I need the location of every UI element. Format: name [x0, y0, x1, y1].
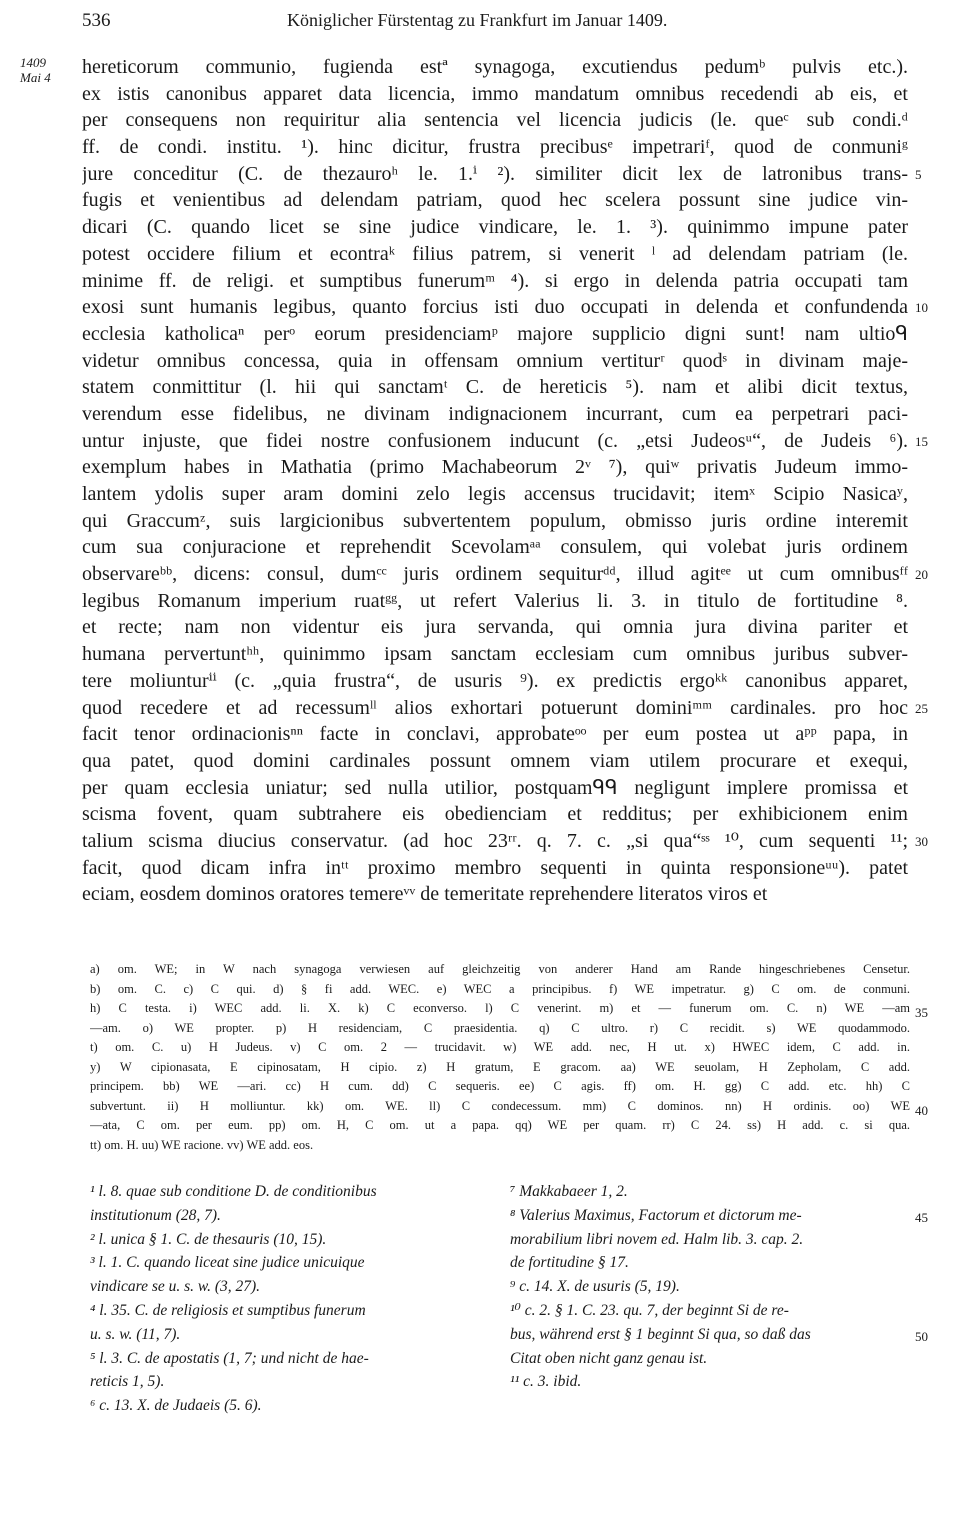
footnote-line: ⁵ l. 3. C. de apostatis (1, 7; und nicht de hae-	[90, 1349, 369, 1367]
footnote-line: vindicare se u. s. w. (3, 27).	[90, 1278, 261, 1296]
line-number: 40	[915, 1102, 928, 1118]
text-line: ff. de condi. institu. ¹). hinc dicitur, frustra precibusᵉ impetrariᶠ, quod de conmuniᵍ	[82, 136, 908, 159]
running-title: Königlicher Fürstentag zu Frankfurt im Januar 1409.	[287, 10, 668, 30]
text-line: potest occidere filium et econtraᵏ filius patrem, si venerit ˡ ad delendam patriam (le.	[82, 242, 908, 265]
footnote-line: ² l. unica § 1. C. de thesauris (10, 15).	[90, 1230, 327, 1248]
footnote-line: u. s. w. (11, 7).	[90, 1325, 181, 1343]
text-line: tere moliunturⁱⁱ (c. „quia frustra“, de usuris ⁹). ex predictis ergoᵏᵏ canonibus apparet,	[82, 669, 908, 692]
line-number: 10	[915, 300, 928, 316]
apparatus-line: h) C testa. i) WEC add. li. X. k) C econverso. l) C venerint. m) et — funerum om. C. n) WE —am	[90, 1001, 910, 1015]
footnote-line: morabilium libri novem ed. Halm lib. 3. cap. 2.	[510, 1230, 804, 1248]
critical-apparatus	[90, 960, 910, 1155]
line-number: 50	[915, 1328, 928, 1344]
footnote-line: ¹⁰ c. 2. § 1. C. 23. qu. 7, der beginnt Si de re-	[510, 1301, 789, 1319]
text-line: untur injuste, que fidei nostre confusionem inducunt (c. „etsi Judeosᵘ“, de Judeis ⁶).	[82, 429, 908, 452]
footnote-line: ⁹ c. 14. X. de usuris (5, 19).	[510, 1278, 680, 1296]
footnotes-left-column	[90, 1180, 485, 1418]
text-line: videtur omnibus concessa, quia in offensam omnium vertiturʳ quodˢ in divinam maje-	[82, 349, 908, 372]
footnote-line: ⁴ l. 35. C. de religiosis et sumptibus funerum	[90, 1301, 366, 1319]
text-line: hereticorum communio, fugienda estª synagoga, excutiendus pedumᵇ pulvis etc.).	[82, 56, 908, 78]
text-line: per consequens non requiritur alia sentencia vel licencia judicis (le. queᶜ sub condi.ᵈ	[82, 109, 908, 132]
text-line: quod recedere et ad recessumˡˡ alios exhortari potuerunt dominiᵐᵐ cardinales. pro hoc	[82, 696, 908, 719]
text-line: dicari (C. quando licet se sine judice vindicare, le. 1. ³). quinimmo impune pater	[82, 216, 908, 239]
text-line: minime ff. de religi. et sumptibus funerumᵐ ⁴). si ergo in delenda patria occupati tam	[82, 269, 908, 292]
margin-year: 1409	[20, 55, 46, 70]
text-line: humana pervertuntʰʰ, quinimmo ipsam sanctam ecclesiam cum omnibus juribus subver-	[82, 643, 908, 666]
apparatus-line: a) om. WE; in W nach synagoga verwiesen auf gleichzeitig von anderer Hand am Rande hingeschriebenes Censetur.	[90, 962, 910, 976]
text-line: cum sua conjuracione et reprehendit Scevolamᵃᵃ consulem, qui volebat juris ordinem	[82, 536, 908, 559]
footnote-line: institutionum (28, 7).	[90, 1206, 221, 1224]
text-line: eciam, eosdem dominos oratores temereᵛᵛ de temeritate reprehendere literatos viros et	[82, 883, 768, 906]
text-line: facit, quod dicam infra inᵗᵗ proximo membro sequenti in quinta responsioneᵘᵘ). patet	[82, 856, 908, 879]
text-line: ex istis canonibus apparet data licencia, immo mandatum omnibus recedendi ab eis, et	[82, 82, 908, 105]
text-line: per quam ecclesia uniatur; sed nulla utilior, postquamᑫᑫ negligunt implere promissa et	[82, 776, 908, 799]
apparatus-line: —ata, C om. per eum. pp) om. H, C om. ut a papa. qq) WE per quam. rr) C 24. ss) H add. c. si qua.	[90, 1118, 910, 1132]
footnote-line: de fortitudine § 17.	[510, 1254, 629, 1272]
text-line: lantem ydolis super aram domini zelo legis accensus trucidavit; itemˣ Scipio Nasicaʸ,	[82, 483, 908, 505]
line-number: 5	[915, 166, 922, 182]
footnote-line: ⁷ Makkabaeer 1, 2.	[510, 1183, 628, 1200]
line-number: 35	[915, 1005, 928, 1020]
apparatus-line: y) W cipionasata, E cipinosatam, H cipio. z) H gratum, E gracom. aa) WE seuolam, H Zepholam, C add.	[90, 1059, 910, 1074]
margin-date-note	[20, 55, 51, 85]
footnote-line: reticis 1, 5).	[90, 1373, 165, 1391]
text-line: fugis et venientibus ad delendam patriam, quod hec scelera possunt sine judice vin-	[82, 189, 908, 212]
text-line: facit tenor ordinacionisⁿⁿ facte in conclavi, approbateᵒᵒ per eum postea ut aᵖᵖ papa, in	[82, 723, 908, 746]
footnote-line: bus, während erst § 1 beginnt Si qua, so daß das	[510, 1325, 811, 1343]
apparatus-line: subvertunt. ii) H molliuntur. kk) om. WE. ll) C condecessum. mm) C dominos. nn) H ordinis. oo) WE	[90, 1098, 910, 1113]
main-text	[82, 54, 908, 908]
page-header	[82, 10, 900, 40]
margin-day: Mai 4	[20, 70, 51, 85]
footnote-line: ¹¹ c. 3. ibid.	[510, 1373, 582, 1391]
text-line: et recte; nam non videntur eis jura servanda, qui omnia jura divina pariter et	[82, 616, 908, 639]
apparatus-line: principem. bb) WE —ari. cc) H cum. dd) C sequeris. ee) C agis. ff) om. H. gg) C add. etc. hh) C	[90, 1079, 910, 1093]
line-number: 30	[915, 834, 928, 850]
text-line: qui Graccumᶻ, suis largicionibus subvertentem populum, obmisso juris ordine interemit	[82, 509, 908, 532]
apparatus-line: t) om. C. u) H Judeus. v) C om. 2 — trucidavit. w) WE add. nec, H ut. x) HWEC idem, C add. in.	[90, 1040, 910, 1054]
footnote-line: ¹ l. 8. quae sub conditione D. de conditionibus	[90, 1183, 377, 1200]
footnote-line: ⁸ Valerius Maximus, Factorum et dictorum me-	[510, 1206, 802, 1224]
text-line: scisma fovent, quam subtrahere eis obedienciam et redditus; per exhibicionem enim	[82, 803, 908, 826]
footnote-line: ³ l. 1. C. quando liceat sine judice unicuique	[90, 1254, 365, 1272]
apparatus-line: —am. o) WE propter. p) H residenciam, C praesidentia. q) C ultro. r) C recidit. s) WE quodammodo.	[90, 1020, 910, 1035]
text-line: exosi sunt humanis legibus, quanto forcius isti duo occupati in delenda et confundenda	[82, 296, 908, 319]
page-number: 536	[82, 10, 111, 31]
text-line: statem conmittitur (l. hii qui sanctamᵗ C. de hereticis ⁵). nam et alibi dicit textus,	[82, 376, 908, 399]
line-number: 25	[915, 700, 928, 716]
footnote-line: ⁶ c. 13. X. de Judaeis (5. 6).	[90, 1397, 262, 1415]
text-line: observareᵇᵇ, dicens: consul, dumᶜᶜ juris ordinem sequiturᵈᵈ, illud agitᵉᵉ ut cum omnibusᶠᶠ	[82, 563, 908, 586]
footnotes-right-column	[510, 1180, 905, 1394]
line-number: 45	[915, 1209, 928, 1225]
text-line: exemplum habes in Mathatia (primo Machabeorum 2ᵛ ⁷), quiʷ privatis Judeum immo-	[82, 456, 908, 479]
text-line: legibus Romanum imperium ruatᵍᵍ, ut refert Valerius li. 3. in titulo de fortitudine ⁸.	[82, 589, 908, 612]
apparatus-line: tt) om. H. uu) WE racione. vv) WE add. eos.	[90, 1137, 314, 1152]
footnote-line: Citat oben nicht ganz genau ist.	[510, 1349, 708, 1367]
text-line: verendum esse fidelibus, ne divinam indignacionem incurrant, cum ea perpetrari paci-	[82, 402, 908, 425]
apparatus-line: b) om. C. c) C qui. d) § fi add. WEC. e) WEC a principibus. f) WE impetratur. g) C om. de conmuni.	[90, 981, 910, 996]
text-line: qua patet, quod domini cardinales possunt omnem viam utilem procurare et exequi,	[82, 749, 908, 772]
text-line: talium scisma diucius conservatur. (ad hoc 23ʳʳ. q. 7. c. „si qua“ˢˢ ¹⁰, cum sequenti ¹¹;	[82, 829, 908, 852]
text-line: jure conceditur (C. de thezauroʰ le. 1.ⁱ ²). similiter dicit lex de latronibus trans-	[82, 162, 908, 185]
line-number: 15	[915, 433, 928, 449]
line-number: 20	[915, 567, 928, 583]
text-line: ecclesia katholicaⁿ perᵒ eorum presidenciamᵖ majore supplicio digni sunt! nam ultioᑫ	[82, 322, 908, 345]
